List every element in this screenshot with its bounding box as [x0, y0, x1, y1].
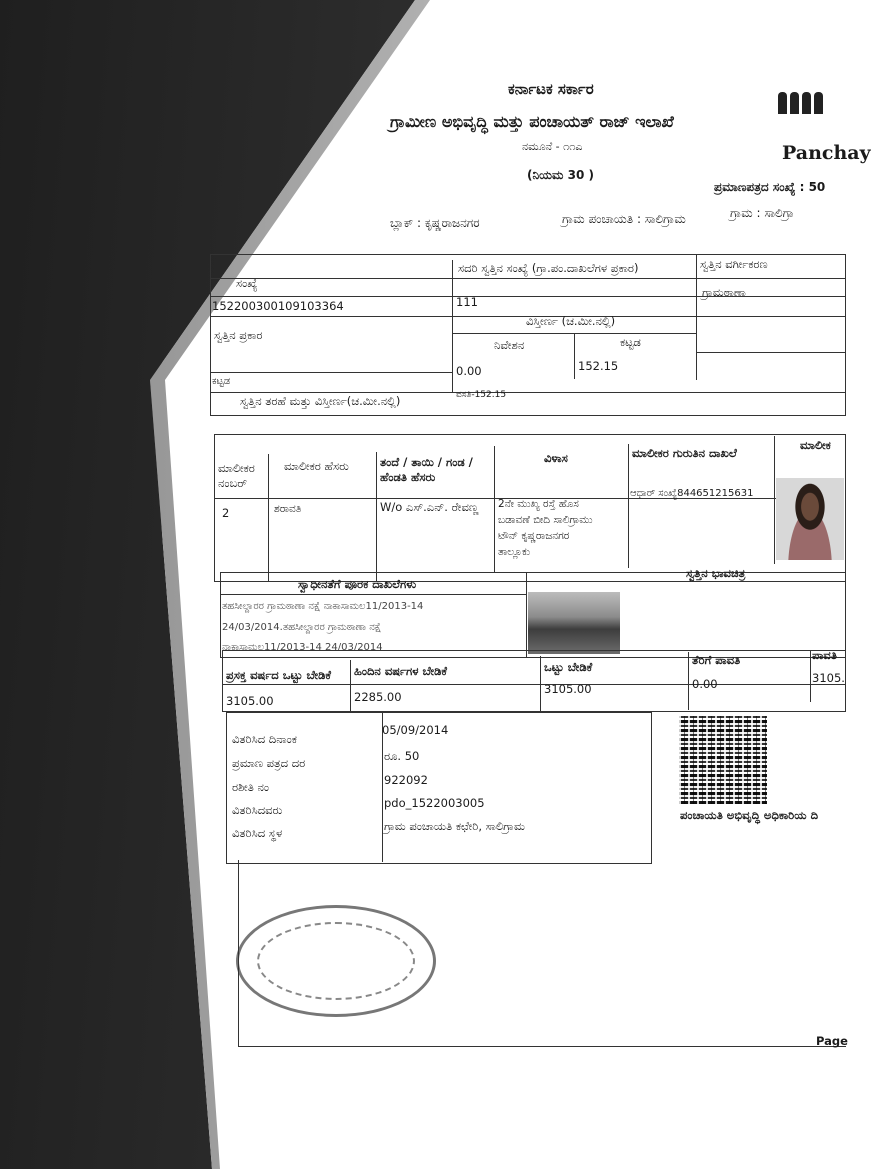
- area-label: ವಿಸ್ತೀರ್ಣ (ಚ.ಮೀ.ನಲ್ಲಿ): [526, 314, 616, 328]
- possession-line-1: ತಹಸೀಲ್ದಾರರ ಗ್ರಾಮಠಾಣಾ ನಕ್ಷೆ ನಾಕಾಸಾಮಲ11/2013-14: [222, 601, 424, 612]
- owner-photo: [776, 478, 844, 560]
- property-type-label: ಸ್ವತ್ತಿನ ಪ್ರಕಾರ: [214, 328, 263, 342]
- village: ಗ್ರಾಮ : ಸಾಲಿಗ್ರಾ: [730, 206, 794, 220]
- total-demand-label: ಒಟ್ಟು ಬೇಡಿಕೆ: [544, 660, 593, 674]
- classification-label: ಸ್ವತ್ತಿನ ವರ್ಗೀಕರಣ: [700, 257, 768, 271]
- current-demand-label: ಪ್ರಸಕ್ತ ವರ್ಷದ ಒಟ್ಟು ಬೇಡಿಕೆ: [226, 668, 331, 682]
- footer-rule: [238, 1046, 846, 1047]
- arrears-value: 2285.00: [354, 690, 402, 704]
- property-photo-label: ಸ್ವತ್ತಿನ ಭಾವಚಿತ್ರ: [686, 566, 746, 580]
- address-line-1: 2ನೇ ಮುಖ್ಯ ರಸ್ತೆ ಹೊಸ: [498, 498, 579, 510]
- detail-label: ಸ್ವತ್ತಿನ ತರಹೆ ಮತ್ತು ವಿಸ್ತೀರ್ಣ(ಚ.ಮೀ.ನಲ್ಲಿ): [240, 394, 401, 408]
- govt-title: ಕರ್ನಾಟಕ ಸರ್ಕಾರ: [508, 80, 594, 98]
- arrears-label: ಹಿಂದಿನ ವರ್ಷಗಳ ಬೇಡಿಕೆ: [354, 664, 447, 678]
- building-label: ಕಟ್ಟಡ: [620, 335, 641, 349]
- taluk: ಬ್ಲಾಕ್ : ಕೃಷ್ಣರಾಜನಗರ: [390, 216, 480, 230]
- receipt-value: 922092: [384, 773, 428, 787]
- id-doc-header: ಮಾಲೀಕರ ಗುರುತಿನ ದಾಖಲೆ: [632, 446, 737, 460]
- current-demand-value: 3105.00: [226, 694, 274, 708]
- id-doc-value: ಆಧಾರ್ ಸಂಖ್ಯೆ844651215631: [630, 488, 754, 499]
- tax-paid-label: ತೆರಿಗೆ ಪಾವತಿ: [692, 653, 741, 667]
- register-no-value: 111: [456, 295, 478, 309]
- owner-photo-header: ಮಾಲೀಕ: [800, 438, 831, 452]
- possession-label: ಸ್ವಾಧೀನತೆಗೆ ಪೂರಕ ದಾಖಲೆಗಳು: [298, 577, 417, 591]
- place-label: ವಿತರಿಸಿದ ಸ್ಥಳ: [232, 826, 283, 840]
- property-id-value: 152200300109103364: [212, 299, 344, 313]
- address-line-2: ಬಡಾವಣೆ ಬೀದಿ ಸಾಲಿಗ್ರಾಮು: [498, 514, 593, 526]
- possession-line-2: 24/03/2014.ತಹಸೀಲ್ದಾರರ ಗ್ರಾಮಠಾಣಾ ನಕ್ಷೆ: [222, 622, 382, 633]
- address-header: ವಿಳಾಸ: [544, 451, 568, 465]
- property-type-value: ಕಟ್ಟಡ: [212, 376, 231, 387]
- tax-paid-value: 0.00: [692, 677, 718, 691]
- receipt-label: ರಶೀತಿ ನಂ: [232, 780, 269, 794]
- panchayat-logo-icon: [778, 92, 848, 132]
- issue-date-value: 05/09/2014: [382, 723, 449, 737]
- paid-label: ಪಾವತಿ: [812, 648, 837, 662]
- owner-name-header: ಮಾಲೀಕರ ಹೆಸರು: [284, 459, 349, 473]
- logo-text: Panchay: [782, 142, 871, 164]
- possession-line-3: ನಾಕಾಸಾಮಲ11/2013-14 24/03/2014: [222, 642, 383, 653]
- official-seal-stamp: [236, 905, 436, 1017]
- gram-panchayat: ಗ್ರಾಮ ಪಂಚಾಯತಿ : ಸಾಲಿಗ್ರಾಮ: [562, 212, 686, 226]
- owner-no-header: ಮಾಲೀಕರ ನಂಬರ್: [218, 461, 255, 490]
- address-line-4: ತಾಲ್ಲೂಕು: [498, 546, 531, 558]
- register-no-label: ಸದರಿ ಸ್ವತ್ತಿನ ಸಂಖ್ಯೆ (ಗ್ರಾ.ಪಂ.ದಾಖಲೆಗಳ ಪ್ರಕಾರ): [458, 261, 639, 275]
- qr-code-icon: [679, 716, 767, 804]
- officer-label: ಪಂಚಾಯತಿ ಅಭಿವೃದ್ಧಿ ಅಧಿಕಾರಿಯ ದಿ: [680, 808, 818, 822]
- certificate-number: ಪ್ರಮಾಣಪತ್ರದ ಸಂಖ್ಯೆ : 50: [714, 180, 826, 194]
- form-number: ನಮೂನೆ - ೧೧ಎ: [522, 140, 583, 153]
- issuer-value: pdo_1522003005: [384, 796, 485, 810]
- site-label: ನಿವೇಶನ: [494, 338, 525, 352]
- fee-label: ಪ್ರಮಾಣ ಪತ್ರದ ದರ: [232, 756, 306, 770]
- address-line-3: ಟೌನ್ ಕೃಷ್ಣರಾಜನಗರ: [498, 530, 570, 542]
- site-value: 0.00: [456, 364, 482, 378]
- page-label: Page: [816, 1034, 848, 1048]
- building-value: 152.15: [578, 359, 619, 373]
- fee-value: ರೂ. 50: [384, 749, 420, 763]
- rule-number: (ನಿಯಮ 30 ): [527, 168, 594, 182]
- owner-no: 2: [222, 506, 230, 520]
- relation-header: ತಂದೆ / ತಾಯಿ / ಗಂಡ / ಹೆಂಡತಿ ಹೆಸರು: [380, 455, 473, 484]
- relation-name: W/o ಎಸ್.ಎನ್. ರೇವಣ್ಣ: [380, 500, 479, 514]
- paid-value: 3105.: [812, 671, 845, 685]
- property-id-label: ಸಂಖ್ಯೆ: [236, 276, 258, 290]
- issue-date-label: ವಿತರಿಸಿದ ದಿನಾಂಕ: [232, 732, 297, 746]
- issuer-label: ವಿತರಿಸಿದವರು: [232, 803, 283, 817]
- owner-name: ಶರಾವತಿ: [274, 503, 302, 515]
- place-value: ಗ್ರಾಮ ಪಂಚಾಯತಿ ಕಛೇರಿ, ಸಾಲಿಗ್ರಾಮ: [384, 819, 525, 833]
- classification-value: ಗ್ರಾಮಠಾಣಾ: [702, 285, 746, 299]
- property-photo: [528, 592, 620, 654]
- total-demand-value: 3105.00: [544, 682, 592, 696]
- detail-value: ವಸತಿ-152.15: [456, 390, 507, 400]
- department-title: ಗ್ರಾಮೀಣ ಅಭಿವೃದ್ಧಿ ಮತ್ತು ಪಂಚಾಯತ್ ರಾಜ್ ಇಲಾಖೆ: [390, 112, 674, 131]
